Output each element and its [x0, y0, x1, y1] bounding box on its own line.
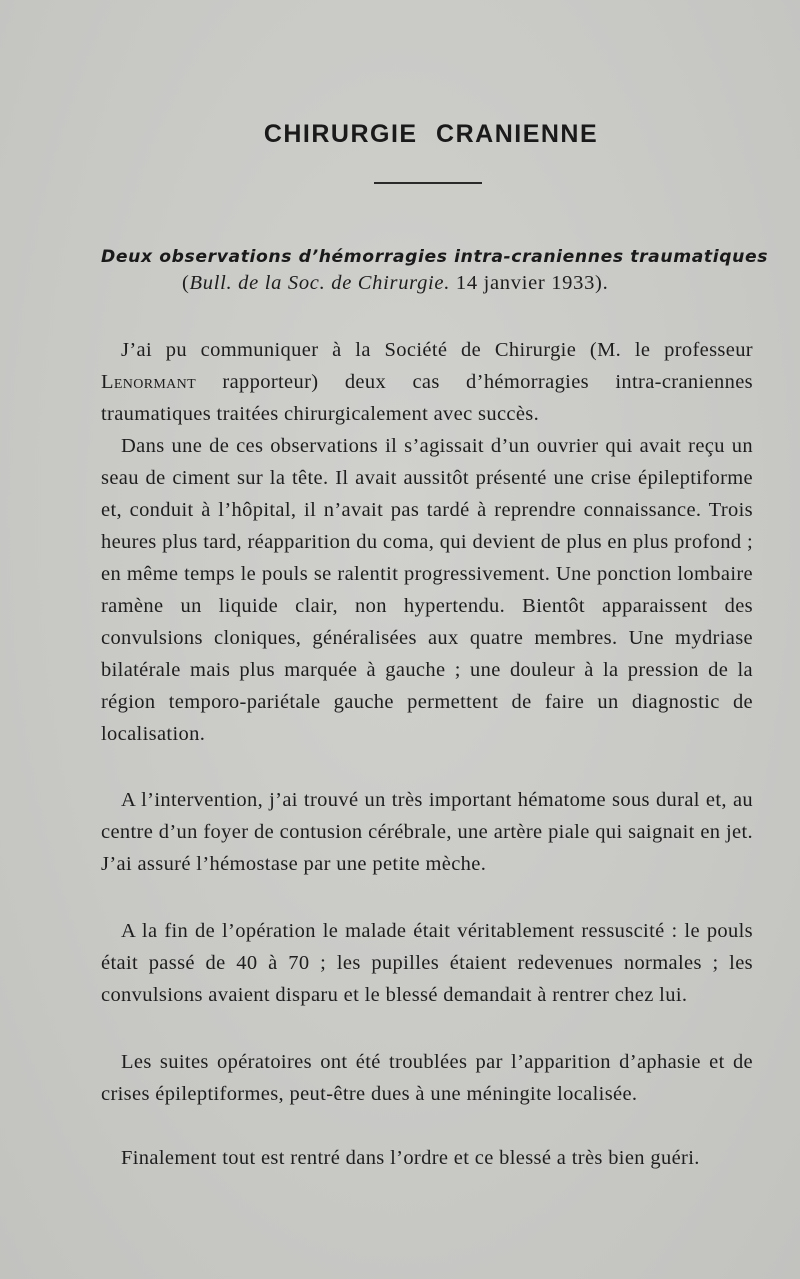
paragraph-4: A la fin de l’opération le malade était véritablement ressuscité : le pouls était passé de 40 à 70 ; les pupilles étaient redevenues normales ; les convulsions avaient disparu et le blessé demandait à rentrer chez lui.	[101, 919, 753, 1006]
title-divider	[374, 182, 482, 184]
paragraph-1-before: J’ai pu communiquer à la Société de Chirurgie (M. le professeur	[121, 338, 753, 361]
article-heading: Deux observations d’hémorragies intra-craniennes traumatiques	[101, 247, 769, 267]
source-date: 14 janvier 1933).	[450, 272, 609, 294]
paragraph-1	[101, 334, 753, 430]
article-source	[182, 268, 742, 298]
source-journal: Bull. de la Soc. de Chirurgie.	[189, 272, 451, 294]
page-title: CHIRURGIE CRANIENNE	[263, 120, 599, 148]
paragraph-1-after: rapporteur) deux cas d’hémorragies intra-craniennes traumatiques traitées chirurgicalement avec succès.	[101, 370, 753, 425]
source-open-paren: (	[182, 272, 190, 294]
paragraph-6: Finalement tout est rentré dans l’ordre et ce blessé a très bien guéri.	[121, 1146, 700, 1169]
paragraph-2: Dans une de ces observations il s’agissait d’un ouvrier qui avait reçu un seau de ciment sur la tête. Il avait aussitôt présenté une crise épileptiforme et, conduit à l’hôpital, il n’avait pas tardé à reprendre connaissance. Trois heures plus tard, réapparition du coma, qui devient de plus en plus profond ; en même temps le pouls se ralentit progressivement. Une ponction lombaire ramène un liquide clair, non hypertendu. Bientôt apparaissent des convulsions cloniques, généralisées aux quatre membres. Une mydriase bilatérale mais plus marquée à gauche ; une douleur à la pression de la région temporo-pariétale gauche permettent de faire un diagnostic de localisation.	[101, 434, 753, 745]
paragraph-3: A l’intervention, j’ai trouvé un très important hématome sous dural et, au centre d’un foyer de contusion cérébrale, une artère piale qui saignait en jet. J’ai assuré l’hémostase par une petite mèche.	[101, 788, 753, 875]
paragraph-5: Les suites opératoires ont été troublées par l’apparition d’aphasie et de crises épileptiformes, peut-être dues à une méningite localisée.	[101, 1050, 753, 1105]
author-name: Lenormant	[101, 370, 197, 393]
